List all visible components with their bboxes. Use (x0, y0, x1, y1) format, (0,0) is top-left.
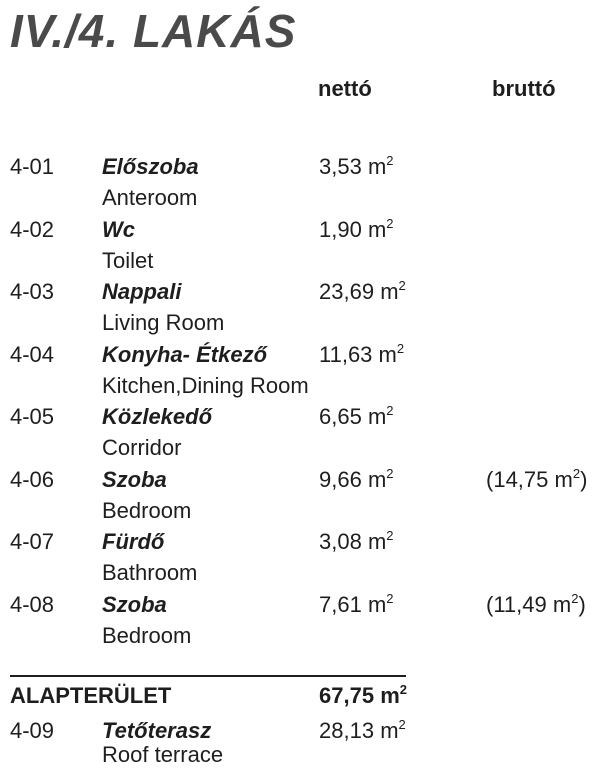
room-code: 4-02 (10, 216, 55, 242)
room-unit-exp: 2 (386, 153, 394, 168)
room-row (0, 279, 600, 341)
room-name-en: Corridor (102, 435, 182, 460)
room-unit: m (380, 279, 399, 304)
room-code: 4-06 (10, 466, 55, 492)
room-unit: m (552, 591, 572, 617)
room-name: Wc (102, 216, 135, 242)
room-net-value: 3,53 (319, 154, 362, 179)
room-name-en: Kitchen,Dining Room (102, 372, 309, 398)
room-name: Fürdő (102, 529, 165, 554)
room-name: Szoba (102, 466, 167, 492)
total-unit: m (380, 683, 400, 708)
room-row (0, 529, 600, 591)
room-net-area (319, 217, 394, 243)
room-unit: m (367, 404, 387, 429)
room-name-en: Bedroom (102, 497, 192, 523)
room-code: 4-03 (10, 279, 55, 304)
room-gross-value: 11,49 (493, 591, 547, 617)
room-unit-exp: 2 (571, 590, 579, 606)
room-code: 4-04 (10, 341, 55, 367)
room-net-area (319, 592, 394, 618)
room-name: Nappali (102, 279, 182, 304)
room-unit-exp: 2 (398, 278, 406, 293)
room-unit-exp: 2 (386, 465, 394, 481)
room-unit-exp: 2 (396, 340, 405, 356)
room-code: 4-05 (10, 404, 55, 429)
room-net-value: 6,65 (319, 404, 362, 429)
room-name-en: Toilet (102, 247, 154, 273)
room-net-value: 1,90 (319, 216, 362, 242)
column-header-netto: nettó (318, 76, 372, 101)
room-name: Előszoba (102, 154, 199, 179)
total-unit-exp: 2 (399, 682, 407, 697)
room-row (0, 342, 600, 404)
room-unit: m (367, 529, 387, 554)
room-unit-exp: 2 (572, 465, 581, 481)
room-unit: m (367, 466, 387, 492)
room-name-en: Bathroom (102, 560, 198, 585)
total-value (319, 683, 407, 709)
room-name: Konyha- Étkező (102, 341, 268, 367)
room-name: Szoba (102, 591, 167, 617)
room-net-value: 23,69 (319, 279, 375, 304)
room-unit: m (367, 216, 387, 242)
room-row (0, 467, 600, 529)
total-label: ALAPTERÜLET (10, 683, 172, 708)
room-row-terrace (0, 718, 600, 778)
room-unit: m (367, 591, 387, 617)
room-net-area (319, 279, 406, 305)
room-unit-exp: 2 (398, 717, 406, 732)
room-row (0, 154, 600, 216)
room-net-value: 28,13 (319, 718, 375, 743)
room-code: 4-09 (10, 718, 55, 743)
room-unit-exp: 2 (386, 590, 394, 606)
room-net-area (319, 718, 406, 744)
room-name-en: Bedroom (102, 622, 192, 648)
room-code: 4-07 (10, 529, 55, 554)
room-unit-exp: 2 (386, 215, 394, 231)
room-unit: m (554, 466, 573, 492)
room-unit: m (378, 341, 397, 367)
room-row (0, 592, 600, 654)
room-name-en: Roof terrace (102, 742, 224, 767)
page-title: IV./4. LAKÁS (10, 5, 297, 57)
room-net-area (319, 467, 394, 493)
room-net-value: 9,66 (319, 466, 362, 492)
room-net-area (319, 342, 404, 368)
room-code: 4-08 (10, 591, 55, 617)
room-net-value: 7,61 (319, 591, 362, 617)
room-gross-area: (11,49 $m^2$) (486, 590, 586, 617)
room-row (0, 217, 600, 279)
column-header-brutto: bruttó (492, 76, 556, 101)
room-unit-exp: 2 (386, 528, 394, 543)
room-name-en: Anteroom (102, 185, 198, 210)
room-name: Tetőterasz (102, 718, 212, 743)
room-gross-area: (14,75 $m^2$) (486, 465, 588, 492)
room-net-value: 11,63 (319, 341, 373, 367)
room-net-area (319, 154, 394, 180)
room-gross-value: 14,75 (493, 466, 549, 492)
total-value-number: 67,75 (319, 683, 375, 708)
room-name: Közlekedő (102, 404, 213, 429)
room-net-value: 3,08 (319, 529, 362, 554)
room-net-area (319, 404, 394, 430)
total-divider (10, 675, 406, 677)
room-unit: m (367, 154, 387, 179)
room-code: 4-01 (10, 154, 55, 179)
room-name-en: Living Room (102, 310, 225, 335)
room-net-area (319, 529, 394, 555)
room-unit: m (380, 718, 399, 743)
room-row (0, 404, 600, 466)
room-unit-exp: 2 (386, 403, 394, 418)
